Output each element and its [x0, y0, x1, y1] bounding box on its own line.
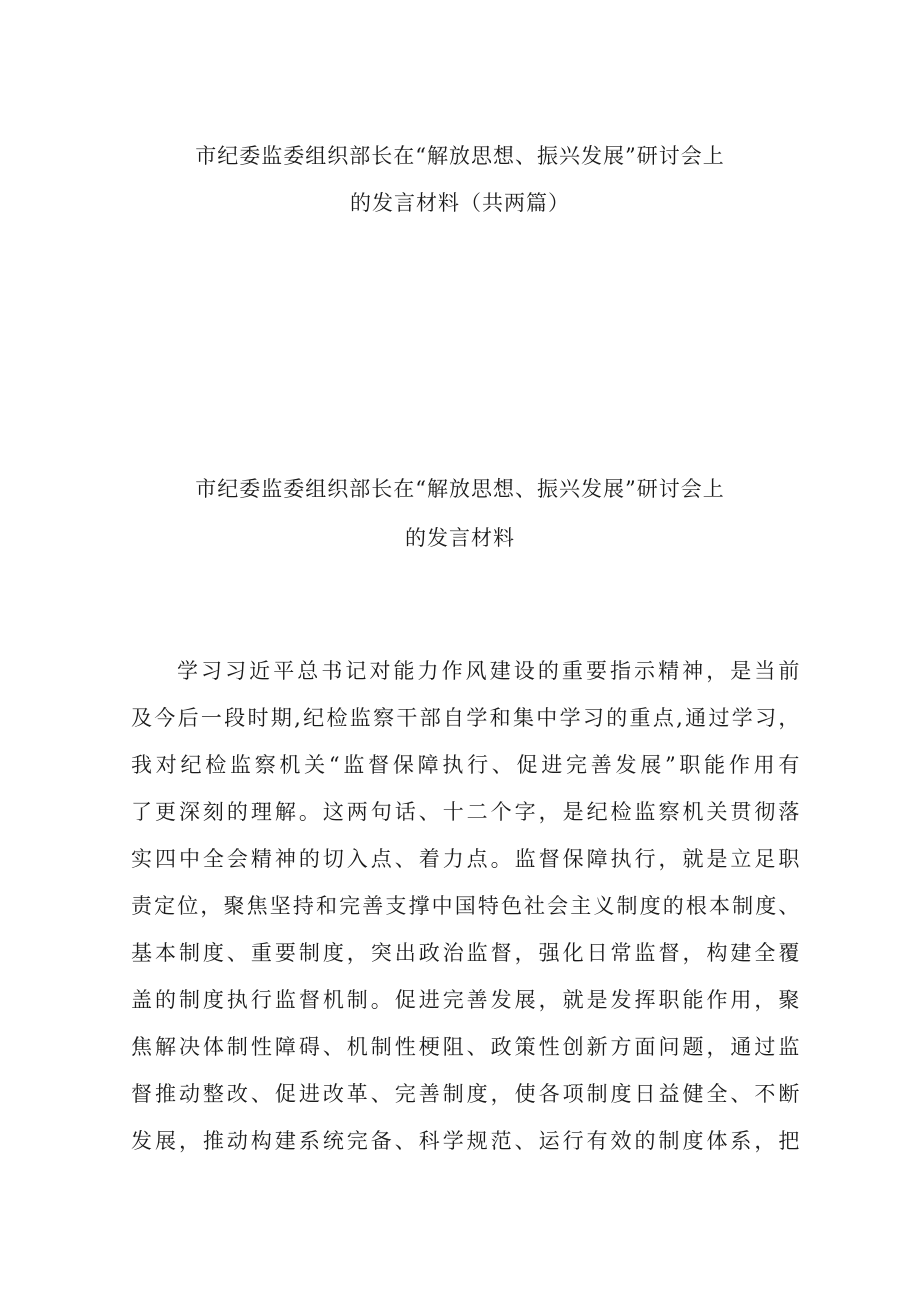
section-title-line-2: 的发言材料 [405, 526, 515, 550]
body-line: 发展，推动构建系统完备、科学规范、运行有效的制度体系，把 [131, 1129, 801, 1153]
body-line: 学习习近平总书记对能力作风建设的重要指示精神，是当前 [177, 659, 801, 683]
section-title-line-1: 市纪委监委组织部长在“解放思想、振兴发展”研讨会上 [195, 477, 725, 501]
body-line: 焦解决体制性障碍、机制性梗阻、政策性创新方面问题，通过监 [131, 1035, 801, 1059]
body-line: 及今后一段时期,纪检监察干部自学和集中学习的重点,通过学习， [131, 706, 801, 730]
body-line: 责定位，聚焦坚持和完善支撑中国特色社会主义制度的根本制度、 [131, 894, 801, 918]
body-line: 基本制度、重要制度，突出政治监督，强化日常监督，构建全覆 [131, 941, 801, 965]
body-paragraph [131, 648, 801, 1165]
body-line: 督推动整改、促进改革、完善制度，使各项制度日益健全、不断 [131, 1082, 801, 1106]
body-line: 了更深刻的理解。这两句话、十二个字，是纪检监察机关贯彻落 [131, 800, 801, 824]
body-line: 实四中全会精神的切入点、着力点。监督保障执行，就是立足职 [131, 847, 801, 871]
body-line: 盖的制度执行监督机制。促进完善发展，就是发挥职能作用，聚 [131, 988, 801, 1012]
cover-title-line-1: 市纪委监委组织部长在“解放思想、振兴发展”研讨会上 [195, 144, 725, 168]
cover-title-line-2: 的发言材料（共两篇） [350, 191, 570, 215]
body-line: 我对纪检监察机关“监督保障执行、促进完善发展”职能作用有 [131, 753, 801, 777]
